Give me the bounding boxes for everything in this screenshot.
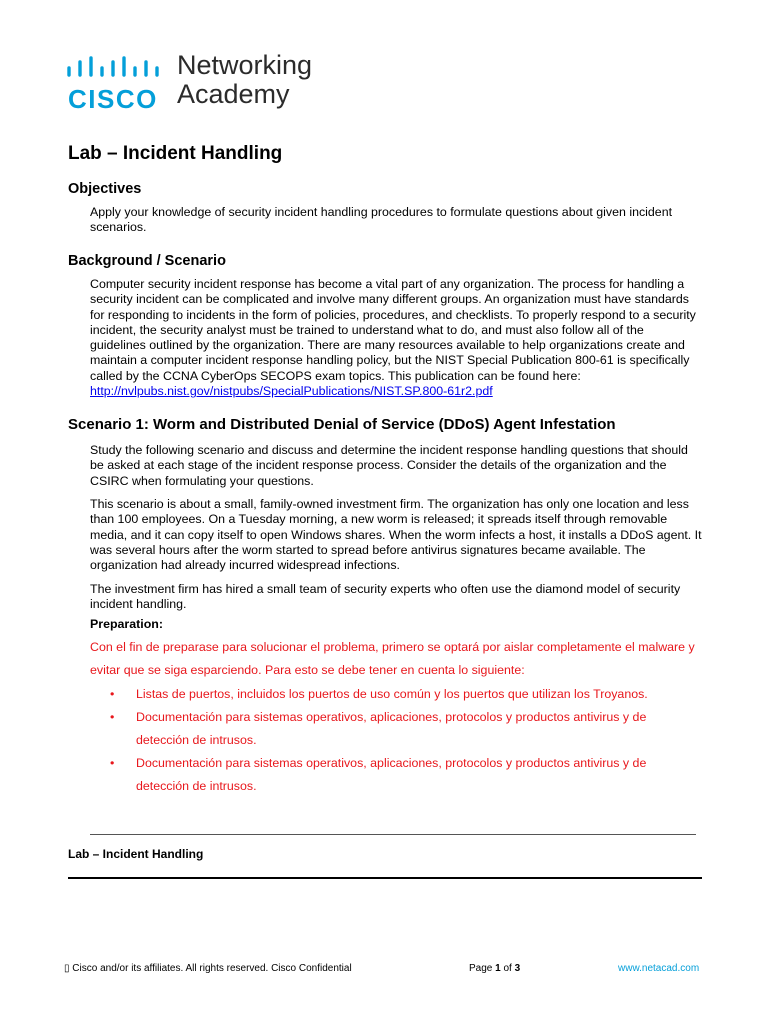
bullet-text: Documentación para sistemas operativos, aplicaciones, protocolos y productos antivirus y de detección de intrusos. (136, 710, 647, 747)
page-prefix: Page (469, 963, 496, 974)
cisco-networking-academy-logo (66, 52, 326, 114)
background-heading: Background / Scenario (68, 253, 226, 269)
running-header-rule (68, 877, 702, 879)
objectives-text: Apply your knowledge of security incident handling procedures to formulate questions about given incident scenarios. (90, 205, 673, 235)
logo-academy-text: Academy (177, 79, 290, 109)
list-item (90, 706, 702, 751)
running-header-title: Lab – Incident Handling (68, 847, 204, 861)
background-text (90, 277, 702, 399)
copyright-text: Cisco and/or its affiliates. All rights reserved. Cisco Confidential (69, 963, 352, 974)
page-of: of (500, 963, 515, 974)
copyright-notice (64, 963, 352, 974)
separator-line (90, 834, 696, 835)
copyright-icon: ▯ (64, 963, 70, 974)
preparation-bullet-list (90, 683, 702, 798)
page-title: Lab – Incident Handling (68, 143, 283, 164)
bullet-icon: • (110, 756, 115, 771)
page-number (469, 963, 520, 974)
website-link[interactable]: www.netacad.com (618, 963, 700, 974)
bullet-text: Documentación para sistemas operativos, aplicaciones, protocolos y productos antivirus y de detección de intrusos. (136, 756, 647, 793)
preparation-answer: Con el fin de preparase para solucionar el problema, primero se optará por aislar completamente el malware y evitar que se siga esparciendo. Para esto se debe tener en cuenta lo siguiente: (90, 640, 695, 677)
list-item (90, 752, 702, 797)
bullet-icon: • (110, 687, 115, 701)
bullet-icon: • (110, 710, 115, 725)
cisco-bars-icon (66, 56, 166, 80)
scenario1-instructions: Study the following scenario and discuss and determine the incident response handling questions that should be asked at each stage of the incident response process. Consider the details of the organization and the CSIRC when formulating your questions. (90, 443, 688, 488)
objectives-heading: Objectives (68, 181, 142, 197)
bullet-text: Listas de puertos, incluidos los puertos de uso común y los puertos que utilizan los Troyanos. (136, 687, 648, 701)
nist-publication-link[interactable]: http://nvlpubs.nist.gov/nistpubs/SpecialPublications/NIST.SP.800-61r2.pdf (90, 384, 493, 399)
scenario1-description: This scenario is about a small, family-owned investment firm. The organization has only one location and less than 100 employees. On a Tuesday morning, a new worm is released; it spreads itself through removable media, and it can copy itself to open Windows shares. When the worm infects a host, it installs a DDoS agent. It was several hours after the worm started to spread before antivirus signatures became available. The organization had already incurred widespread infections. (90, 497, 702, 573)
preparation-label: Preparation: (90, 617, 163, 631)
cisco-wordmark: CISCO (68, 84, 158, 114)
page-current: 1 (495, 963, 501, 974)
background-body: Computer security incident response has become a vital part of any organization. The process for handling a security incident can be complicated and involve many different groups. An organization must have standards for responding to incidents in the form of policies, procedures, and checklists. To properly respond to a security incident, the security analyst must be trained to understand what to do, and must also follow all of the guidelines outlined by the organization. There are many resources available to help organizations create and maintain a computer incident response handling policy, but the NIST Special Publication 800-61 is specifically called by the CCNA CyberOps SECOPS exam topics. This publication can be found here: (90, 277, 696, 383)
scenario1-team-note: The investment firm has hired a small team of security experts who often use the diamond model of security incident handling. (90, 582, 681, 612)
page-total: 3 (514, 963, 521, 974)
scenario1-heading: Scenario 1: Worm and Distributed Denial of Service (DDoS) Agent Infestation (68, 416, 616, 433)
list-item (90, 683, 702, 706)
logo-networking-text: Networking (177, 50, 313, 80)
